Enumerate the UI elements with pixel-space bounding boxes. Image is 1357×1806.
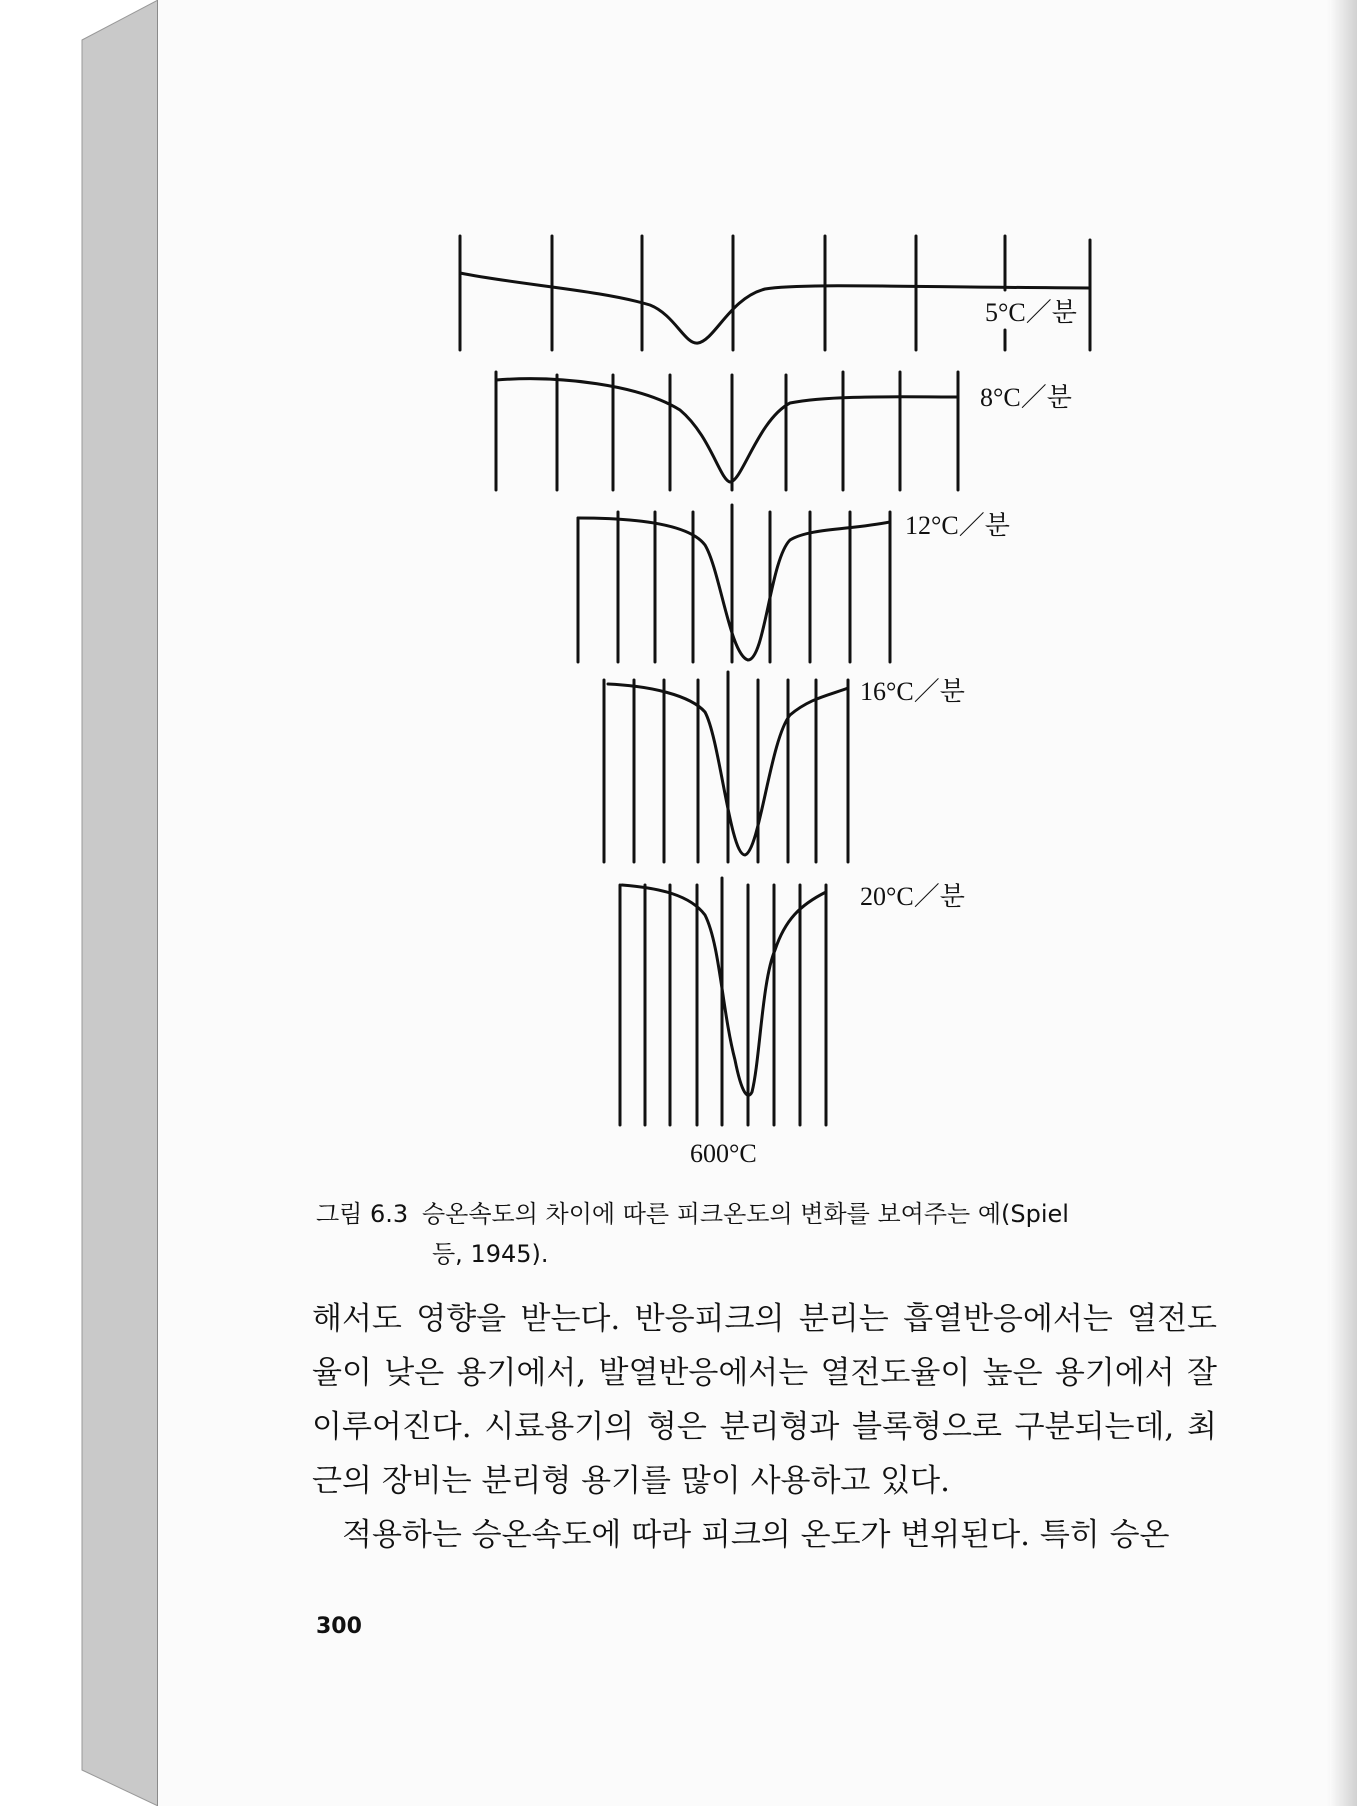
curve-panel-16 xyxy=(604,672,848,862)
curve-8 xyxy=(496,379,958,482)
figure-caption xyxy=(316,1194,1236,1274)
label-12: 12°C／분 xyxy=(905,511,1010,540)
curve-panel-8 xyxy=(496,372,958,490)
curve-panel-12 xyxy=(578,505,890,662)
curve-panel-20 xyxy=(620,878,826,1125)
caption-line-2: 등, 1945). xyxy=(432,1240,549,1268)
paragraph-1: 해서도 영향을 받는다. 반응피크의 분리는 흡열반응에서는 열전도율이 낮은 용기에서, 발열반응에서는 열전도율이 높은 용기에서 잘 이루어진다. 시료용기의 형은 분리형과 블록형으로 구분되는데, 최근의 장비는 분리형 용기를 많이 사용하고 있다. xyxy=(312,1301,1217,1499)
page-number: 300 xyxy=(316,1614,362,1639)
curve-12 xyxy=(578,518,890,660)
temperature-label: 600°C xyxy=(690,1139,757,1168)
label-8: 8°C／분 xyxy=(980,383,1072,412)
caption-number: 그림 6.3 xyxy=(316,1200,409,1228)
label-20: 20°C／분 xyxy=(860,882,965,911)
curve-panel-5 xyxy=(460,236,1090,350)
curve-20 xyxy=(622,885,826,1095)
paragraph-2: 적용하는 승온속도에 따라 피크의 온도가 변위된다. 특히 승온 xyxy=(342,1517,1170,1553)
caption-line-1 xyxy=(316,1194,1236,1234)
body-text xyxy=(312,1292,1217,1562)
caption-text-1: 승온속도의 차이에 따른 피크온도의 변화를 보여주는 예(Spiel xyxy=(422,1200,1069,1228)
label-16: 16°C／분 xyxy=(860,677,965,706)
label-5: 5°C／분 xyxy=(985,298,1077,327)
